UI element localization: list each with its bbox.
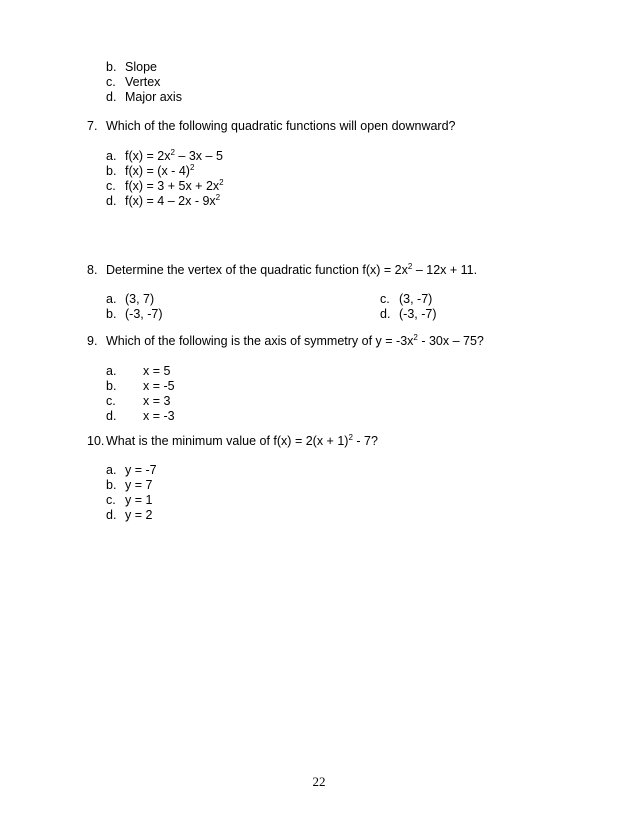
page-number: 22 xyxy=(312,774,326,789)
question-number: 8. xyxy=(87,263,98,277)
option-text: f(x) = (x - 4)$^2$ xyxy=(125,163,195,178)
option-letter: a. xyxy=(106,463,117,477)
option-letter: c. xyxy=(106,75,116,89)
option-letter: d. xyxy=(106,508,117,522)
option-letter: c. xyxy=(106,179,116,193)
option-text: y = 7 xyxy=(125,478,153,492)
option-letter: b. xyxy=(106,307,117,321)
option-text: (3, 7) xyxy=(125,292,155,306)
option-text: $f(x) = 2x^2 - 3x - 5$ xyxy=(125,148,223,163)
option-text: $f(x) = 4 - 2x - 9x^2$ xyxy=(125,193,221,208)
option-text: x = -5 xyxy=(143,379,175,393)
option-letter: b. xyxy=(106,478,117,492)
option-letter: a. xyxy=(106,292,117,306)
option-letter: d. xyxy=(106,90,117,104)
option-letter: b. xyxy=(106,60,117,74)
option-text: (-3, -7) xyxy=(125,307,163,321)
option-letter: d. xyxy=(380,307,391,321)
question-number: 9. xyxy=(87,334,98,348)
option-letter: d. xyxy=(106,409,117,423)
option-text: y = 2 xyxy=(125,508,153,522)
option-text: Slope xyxy=(125,60,157,74)
question-stem: What is the minimum value of $f(x) = 2(x + 1)^2 - 7$? xyxy=(106,433,378,448)
option-letter: b. xyxy=(106,164,117,178)
option-letter: c. xyxy=(106,394,116,408)
option-text: y = -7 xyxy=(125,463,157,477)
option-text: x = -3 xyxy=(143,409,175,423)
option-text: x = 3 xyxy=(143,394,171,408)
option-letter: a. xyxy=(106,364,117,378)
option-text: (3, -7) xyxy=(399,292,433,306)
option-letter: d. xyxy=(106,194,117,208)
option-text: (-3, -7) xyxy=(399,307,437,321)
option-text: Major axis xyxy=(125,90,182,104)
option-text: y = 1 xyxy=(125,493,153,507)
option-letter: c. xyxy=(106,493,116,507)
question-stem: Which of the following is the axis of symmetry of $y = -3x^2 - 30x - 75$? xyxy=(106,333,484,348)
question-number: 7. xyxy=(87,119,98,133)
option-text: x = 5 xyxy=(143,364,171,378)
option-text: Vertex xyxy=(125,75,161,89)
question-stem: Determine the vertex of the quadratic function $f(x) = 2x^2 - 12x + 11$. xyxy=(106,262,478,277)
option-letter: b. xyxy=(106,379,117,393)
option-text: $f(x) = 3 + 5x + 2x^2$ xyxy=(125,178,224,193)
question-stem: Which of the following quadratic functions will open downward? xyxy=(106,119,456,133)
option-letter: a. xyxy=(106,149,117,163)
question-number: 10. xyxy=(87,434,105,448)
option-letter: c. xyxy=(380,292,390,306)
